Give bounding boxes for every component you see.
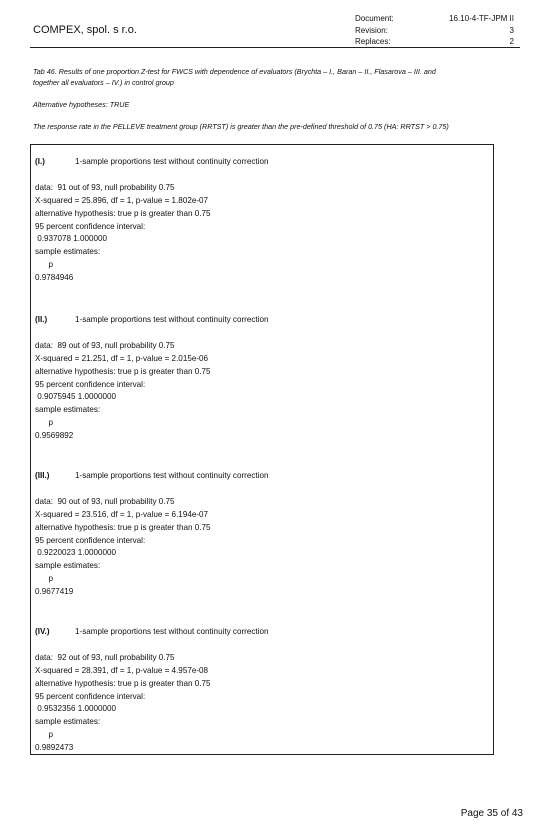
header-divider (30, 47, 520, 48)
result-heading (35, 156, 268, 169)
meta-document-row (355, 13, 514, 25)
evaluator-label: (IV.) (35, 627, 50, 636)
test-results-box (30, 144, 494, 755)
test-title: 1-sample proportions test without continuity correction (75, 315, 269, 324)
p-estimate: 0.9569892 (35, 431, 74, 441)
ci-label: 95 percent confidence interval: (35, 379, 146, 389)
p-label: p (35, 260, 53, 270)
evaluator-label: (II.) (35, 315, 48, 324)
meta-revision-row (355, 25, 514, 37)
statistic-line: X-squared = 21.251, df = 1, p-value = 2.015e-06 (35, 353, 209, 363)
document-meta (355, 13, 514, 48)
p-estimate: 0.9677419 (35, 587, 74, 597)
evaluator-label: (I.) (35, 157, 45, 166)
estimates-label: sample estimates: (35, 247, 101, 257)
ci-label: 95 percent confidence interval: (35, 221, 146, 231)
result-heading (35, 470, 268, 483)
alternative-line: alternative hypothesis: true p is greater than 0.75 (35, 366, 211, 376)
meta-revision-label: Revision: (355, 25, 388, 35)
meta-revision-value: 3 (509, 25, 514, 35)
p-label: p (35, 418, 53, 428)
meta-replaces-row (355, 36, 514, 48)
test-title: 1-sample proportions test without continuity correction (75, 627, 269, 636)
result-block-1 (35, 156, 268, 285)
result-heading (35, 626, 268, 639)
data-line: data: 89 out of 93, null probability 0.75 (35, 340, 175, 350)
ci-label: 95 percent confidence interval: (35, 535, 146, 545)
test-title: 1-sample proportions test without continuity correction (75, 471, 269, 480)
data-line: data: 90 out of 93, null probability 0.75 (35, 496, 175, 506)
response-rate-note: The response rate in the PELLEVE treatment group (RRTST) is greater than the pre-defined threshold of 0.75 (HA: RRTST > 0.75) (33, 122, 449, 131)
ci-values: 0.9075945 1.0000000 (35, 392, 117, 402)
data-line: data: 91 out of 93, null probability 0.75 (35, 182, 175, 192)
statistic-line: X-squared = 25.896, df = 1, p-value = 1.802e-07 (35, 195, 209, 205)
statistic-line: X-squared = 23.516, df = 1, p-value = 6.194e-07 (35, 509, 209, 519)
result-heading (35, 314, 268, 327)
statistic-line: X-squared = 28.391, df = 1, p-value = 4.957e-08 (35, 665, 209, 675)
estimates-label: sample estimates: (35, 561, 101, 571)
page-number: Page 35 of 43 (460, 808, 523, 819)
meta-document-label: Document: (355, 14, 394, 23)
p-label: p (35, 730, 53, 740)
alternative-line: alternative hypothesis: true p is greater than 0.75 (35, 208, 211, 218)
data-line: data: 92 out of 93, null probability 0.75 (35, 652, 175, 662)
table-caption (33, 66, 528, 88)
ci-values: 0.9220023 1.0000000 (35, 548, 117, 558)
p-label: p (35, 574, 53, 584)
meta-replaces-value: 2 (509, 37, 514, 46)
result-block-2 (35, 314, 268, 443)
caption-line-2: together all evaluators – IV.) in control group (33, 78, 174, 87)
alternative-line: alternative hypothesis: true p is greater than 0.75 (35, 678, 211, 688)
ci-values: 0.9532356 1.0000000 (35, 704, 117, 714)
meta-replaces-label: Replaces: (355, 37, 391, 46)
ci-label: 95 percent confidence interval: (35, 691, 146, 701)
meta-document-value: 16.10-4-TF-JPM II (449, 14, 514, 23)
evaluator-label: (III.) (35, 471, 50, 480)
p-estimate: 0.9892473 (35, 743, 74, 753)
alternative-line: alternative hypothesis: true p is greater than 0.75 (35, 522, 211, 532)
test-title: 1-sample proportions test without continuity correction (75, 157, 269, 166)
estimates-label: sample estimates: (35, 717, 101, 727)
caption-line-1: Tab 46. Results of one proportion Z-test for FWCS with dependence of evaluators (Brychta – I., Baran – II., Flasarova – III. and (33, 67, 436, 76)
alt-hypotheses-note: Alternative hypotheses: TRUE (33, 100, 130, 109)
estimates-label: sample estimates: (35, 405, 101, 415)
ci-values: 0.937078 1.000000 (35, 234, 108, 244)
company-name: COMPEX, spol. s r.o. (33, 24, 137, 36)
result-block-4 (35, 626, 268, 755)
p-estimate: 0.9784946 (35, 273, 74, 283)
result-block-3 (35, 470, 268, 599)
